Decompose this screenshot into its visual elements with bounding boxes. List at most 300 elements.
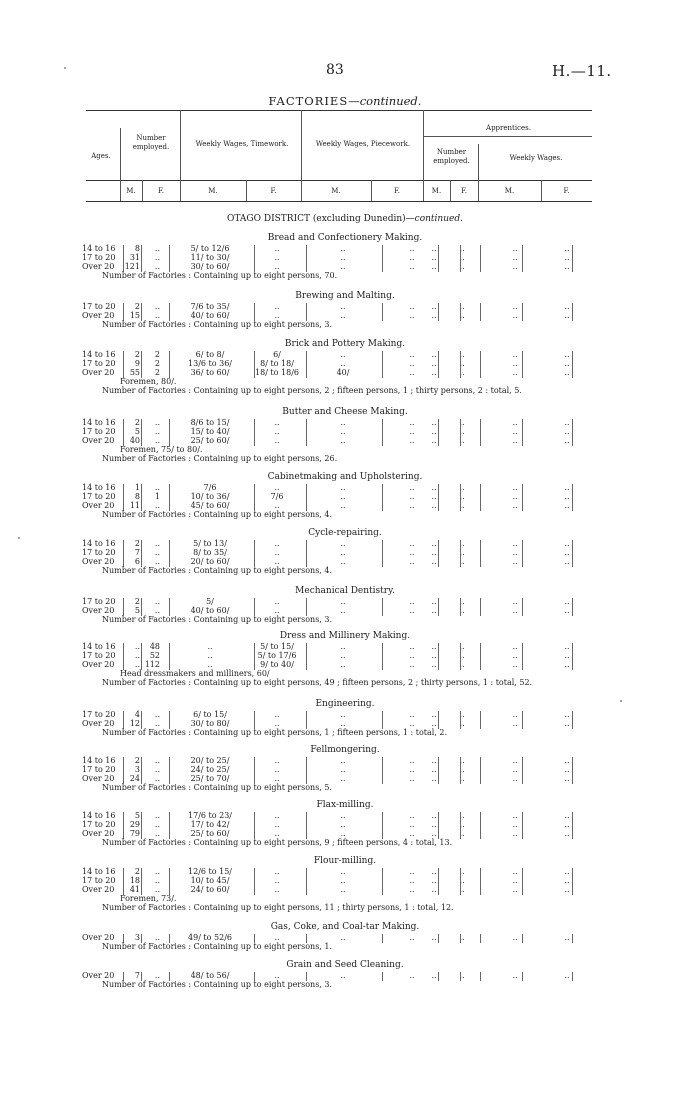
cell-m: 2 [134, 418, 140, 427]
column-rule [460, 775, 461, 784]
column-rule [306, 643, 307, 652]
cell-wm: .. [512, 350, 518, 359]
column-rule [480, 643, 481, 652]
cell-mp: .. [340, 710, 346, 719]
cell-wf: .. [564, 971, 570, 980]
column-rule [382, 775, 383, 784]
cell-f: .. [154, 427, 160, 436]
cell-m: 41 [129, 885, 140, 894]
cell-am: .. [431, 756, 437, 765]
cell-m: 5 [134, 606, 140, 615]
cell-am: .. [431, 820, 437, 829]
cell-af: .. [459, 359, 465, 368]
cell-f: .. [154, 557, 160, 566]
cell-af: .. [459, 756, 465, 765]
column-rule [460, 502, 461, 511]
cell-f: 1 [154, 492, 160, 501]
column-rule [480, 652, 481, 661]
column-rule [480, 437, 481, 446]
section-extra-note: Head dressmakers and milliners, 60/ [120, 669, 270, 678]
cell-wm: .. [512, 548, 518, 557]
cell-m: .. [134, 651, 140, 660]
cell-af: .. [459, 660, 465, 669]
cell-mt: 15/ to 40/ [190, 427, 230, 436]
cell-age: 14 to 16 [82, 483, 116, 492]
cell-wm: .. [512, 597, 518, 606]
cell-wm: .. [512, 885, 518, 894]
column-rule [480, 972, 481, 981]
cell-ft: .. [274, 756, 280, 765]
cell-m: 24 [129, 774, 140, 783]
cell-wm: .. [512, 368, 518, 377]
column-rule [438, 369, 439, 378]
column-rule [480, 558, 481, 567]
cell-f: .. [154, 774, 160, 783]
column-rule [306, 303, 307, 312]
cell-f: .. [154, 483, 160, 492]
cell-wm: .. [512, 933, 518, 942]
cell-am: .. [431, 933, 437, 942]
cell-af: .. [459, 710, 465, 719]
cell-age: 17 to 20 [82, 651, 116, 660]
column-rule [522, 720, 523, 729]
cell-af: .. [459, 436, 465, 445]
cell-mp: .. [340, 829, 346, 838]
cell-mp: .. [340, 548, 346, 557]
cell-mt: 7/6 [203, 483, 217, 492]
column-rule [480, 812, 481, 821]
cell-ft: .. [274, 765, 280, 774]
cell-m: 3 [134, 765, 140, 774]
factories-count-note: Number of Factories : Containing up to eight persons, 3. [102, 320, 333, 329]
header-m: M. [208, 187, 218, 195]
cell-ft: .. [274, 539, 280, 548]
cell-am: .. [431, 350, 437, 359]
cell-fp: .. [409, 829, 415, 838]
cell-mp: .. [340, 719, 346, 728]
section-title: Flour-milling. [313, 856, 377, 866]
cell-mt: 45/ to 60/ [190, 501, 230, 510]
cell-m: 79 [129, 829, 140, 838]
column-rule [480, 312, 481, 321]
header-f: F. [158, 187, 164, 195]
cell-f: .. [154, 501, 160, 510]
column-rule [522, 775, 523, 784]
cell-ft: .. [274, 244, 280, 253]
cell-ft: .. [274, 885, 280, 894]
column-rule [306, 812, 307, 821]
cell-af: .. [459, 765, 465, 774]
column-rule [306, 245, 307, 254]
cell-af: .. [459, 244, 465, 253]
cell-wf: .. [564, 606, 570, 615]
column-rule [572, 312, 573, 321]
cell-m: 15 [129, 311, 140, 320]
cell-m: 8 [134, 244, 140, 253]
cell-wm: .. [512, 651, 518, 660]
cell-wm: .. [512, 765, 518, 774]
column-rule [522, 886, 523, 895]
cell-am: .. [431, 642, 437, 651]
column-rule [522, 661, 523, 670]
cell-m: 1 [134, 483, 140, 492]
column-rule [382, 263, 383, 272]
page-title [0, 94, 690, 108]
cell-age: Over 20 [82, 971, 115, 980]
cell-wf: .. [564, 660, 570, 669]
cell-ft: 7/6 [270, 492, 284, 501]
cell-m: 9 [134, 359, 140, 368]
cell-mt: 25/ to 60/ [190, 436, 230, 445]
factories-count-note: Number of Factories : Containing up to eight persons, 3. [102, 615, 333, 624]
cell-fp: .. [409, 765, 415, 774]
cell-am: .. [431, 427, 437, 436]
cell-age: 17 to 20 [82, 876, 116, 885]
cell-fp: .. [409, 719, 415, 728]
cell-m: 3 [134, 933, 140, 942]
cell-wf: .. [564, 651, 570, 660]
cell-wf: .. [564, 710, 570, 719]
district-suffix: —continued. [405, 214, 463, 224]
cell-wm: .. [512, 418, 518, 427]
cell-wm: .. [512, 719, 518, 728]
cell-mt: .. [207, 660, 213, 669]
column-rule [480, 886, 481, 895]
cell-ft: .. [274, 557, 280, 566]
column-rule [306, 821, 307, 830]
cell-am: .. [431, 765, 437, 774]
section-title: Gas, Coke, and Coal-tar Making. [270, 922, 420, 932]
cell-wm: .. [512, 710, 518, 719]
column-rule [382, 886, 383, 895]
column-rule [254, 886, 255, 895]
cell-m: 4 [134, 710, 140, 719]
section-title: Brick and Pottery Making. [284, 339, 406, 349]
cell-mp: .. [340, 539, 346, 548]
column-rule [572, 972, 573, 981]
cell-ft: .. [274, 483, 280, 492]
district-name: OTAGO DISTRICT (excluding Dunedin) [227, 214, 406, 224]
column-rule [306, 254, 307, 263]
page-number: 83 [326, 62, 344, 78]
cell-am: .. [431, 253, 437, 262]
column-rule [306, 877, 307, 886]
header-appr-number-employed: Number employed. [433, 148, 470, 165]
cell-mt: 17/ to 42/ [190, 820, 230, 829]
cell-f: .. [154, 867, 160, 876]
cell-age: 14 to 16 [82, 418, 116, 427]
cell-f: .. [154, 436, 160, 445]
cell-am: .. [431, 539, 437, 548]
cell-am: .. [431, 436, 437, 445]
column-rule [306, 549, 307, 558]
cell-af: .. [459, 501, 465, 510]
column-rule [480, 419, 481, 428]
column-rule [306, 437, 307, 446]
column-rule [480, 263, 481, 272]
cell-f: .. [154, 606, 160, 615]
column-rule [382, 369, 383, 378]
cell-mt: 8/ to 35/ [193, 548, 227, 557]
cell-fp: .. [409, 262, 415, 271]
cell-af: .. [459, 774, 465, 783]
column-rule [382, 661, 383, 670]
cell-ft: .. [274, 829, 280, 838]
cell-f: .. [154, 719, 160, 728]
column-rule [306, 419, 307, 428]
cell-af: .. [459, 418, 465, 427]
cell-f: .. [154, 548, 160, 557]
table-header [86, 110, 592, 202]
cell-fp: .. [409, 933, 415, 942]
cell-ft: .. [274, 548, 280, 557]
cell-m: 5 [134, 427, 140, 436]
cell-mt: 24/ to 60/ [190, 885, 230, 894]
cell-fp: .. [409, 492, 415, 501]
cell-age: Over 20 [82, 933, 115, 942]
cell-wf: .. [564, 368, 570, 377]
column-rule [572, 720, 573, 729]
cell-ft: .. [274, 774, 280, 783]
cell-fp: .. [409, 820, 415, 829]
cell-af: .. [459, 606, 465, 615]
column-rule [572, 775, 573, 784]
column-rule [480, 607, 481, 616]
cell-m: 2 [134, 756, 140, 765]
cell-m: 55 [129, 368, 140, 377]
cell-wf: .. [564, 359, 570, 368]
column-rule [306, 711, 307, 720]
column-rule [480, 245, 481, 254]
section-title: Fellmongering. [310, 745, 380, 755]
cell-m: 7 [134, 971, 140, 980]
column-rule [480, 502, 481, 511]
cell-mp: .. [340, 867, 346, 876]
cell-f: .. [154, 710, 160, 719]
cell-af: .. [459, 651, 465, 660]
cell-ft: .. [274, 253, 280, 262]
cell-am: .. [431, 262, 437, 271]
cell-age: 17 to 20 [82, 820, 116, 829]
cell-wm: .. [512, 820, 518, 829]
column-rule [572, 830, 573, 839]
column-rule [438, 607, 439, 616]
cell-m: 11 [129, 501, 140, 510]
cell-m: 29 [129, 820, 140, 829]
cell-mt: 25/ to 60/ [190, 829, 230, 838]
column-rule [460, 312, 461, 321]
cell-fp: .. [409, 774, 415, 783]
cell-wm: .. [512, 492, 518, 501]
cell-f: 2 [154, 359, 160, 368]
cell-wf: .. [564, 756, 570, 765]
column-rule [480, 484, 481, 493]
cell-age: Over 20 [82, 557, 115, 566]
cell-ft: .. [274, 302, 280, 311]
cell-ft: .. [274, 820, 280, 829]
header-number-employed: Number employed. [132, 134, 170, 151]
column-rule [254, 437, 255, 446]
cell-mt: 11/ to 30/ [190, 253, 230, 262]
column-rule [460, 886, 461, 895]
column-rule [480, 598, 481, 607]
cell-af: .. [459, 876, 465, 885]
cell-ft: .. [274, 427, 280, 436]
cell-am: .. [431, 651, 437, 660]
column-rule [438, 661, 439, 670]
cell-age: 14 to 16 [82, 350, 116, 359]
cell-age: 17 to 20 [82, 548, 116, 557]
column-rule [480, 868, 481, 877]
column-rule [522, 437, 523, 446]
column-rule [480, 540, 481, 549]
cell-f: 2 [154, 368, 160, 377]
cell-am: .. [431, 557, 437, 566]
column-rule [306, 766, 307, 775]
cell-fp: .. [409, 427, 415, 436]
cell-am: .. [431, 418, 437, 427]
factories-count-note: Number of Factories : Containing up to eight persons, 1 ; fifteen persons, 1 : total, 2. [102, 728, 448, 737]
cell-mp: .. [340, 253, 346, 262]
cell-am: .. [431, 244, 437, 253]
cell-ft: .. [274, 501, 280, 510]
cell-am: .. [431, 811, 437, 820]
cell-wf: .. [564, 548, 570, 557]
cell-m: 5 [134, 811, 140, 820]
cell-mp: .. [340, 820, 346, 829]
cell-am: .. [431, 311, 437, 320]
cell-age: 14 to 16 [82, 539, 116, 548]
cell-am: .. [431, 876, 437, 885]
cell-af: .. [459, 492, 465, 501]
cell-fp: .. [409, 539, 415, 548]
cell-wf: .. [564, 492, 570, 501]
column-rule [460, 263, 461, 272]
cell-f: .. [154, 253, 160, 262]
column-rule [522, 502, 523, 511]
column-rule [306, 540, 307, 549]
cell-ft: .. [274, 867, 280, 876]
cell-age: Over 20 [82, 501, 115, 510]
column-rule [460, 972, 461, 981]
cell-mp: .. [340, 660, 346, 669]
cell-am: .. [431, 302, 437, 311]
column-rule [572, 263, 573, 272]
column-rule [306, 428, 307, 437]
cell-wm: .. [512, 359, 518, 368]
section-title: Butter and Cheese Making. [282, 407, 408, 417]
cell-mp: .. [340, 350, 346, 359]
cell-am: .. [431, 971, 437, 980]
cell-am: .. [431, 501, 437, 510]
cell-mp: .. [340, 492, 346, 501]
cell-wm: .. [512, 302, 518, 311]
column-rule [480, 775, 481, 784]
column-rule [480, 757, 481, 766]
cell-wm: .. [512, 606, 518, 615]
cell-wf: .. [564, 820, 570, 829]
column-rule [480, 766, 481, 775]
cell-fp: .. [409, 885, 415, 894]
cell-m: .. [134, 660, 140, 669]
factories-count-note: Number of Factories : Containing up to eight persons, 70. [102, 271, 338, 280]
section-extra-note: Foremen, 75/ to 80/. [120, 445, 203, 454]
cell-fp: .. [409, 642, 415, 651]
column-rule [382, 502, 383, 511]
column-rule [438, 312, 439, 321]
cell-f: 112 [144, 660, 160, 669]
column-rule [572, 661, 573, 670]
column-rule [438, 437, 439, 446]
cell-wm: .. [512, 253, 518, 262]
cell-mp: .. [340, 436, 346, 445]
factories-count-note: Number of Factories : Containing up to eight persons, 4. [102, 566, 333, 575]
factories-count-note: Number of Factories : Containing up to eight persons, 5. [102, 783, 333, 792]
cell-wf: .. [564, 876, 570, 885]
cell-mp: .. [340, 311, 346, 320]
cell-fp: .. [409, 548, 415, 557]
column-rule [480, 821, 481, 830]
cell-f: 48 [149, 642, 160, 651]
column-rule [480, 934, 481, 943]
cell-am: .. [431, 368, 437, 377]
cell-f: 52 [149, 651, 160, 660]
cell-af: .. [459, 368, 465, 377]
cell-f: .. [154, 597, 160, 606]
cell-am: .. [431, 867, 437, 876]
column-rule [522, 934, 523, 943]
cell-age: Over 20 [82, 436, 115, 445]
cell-am: .. [431, 719, 437, 728]
cell-mt: 30/ to 80/ [190, 719, 230, 728]
column-rule [306, 661, 307, 670]
cell-mp: .. [340, 302, 346, 311]
column-rule [306, 351, 307, 360]
column-rule [480, 254, 481, 263]
cell-f: .. [154, 539, 160, 548]
cell-wm: .. [512, 244, 518, 253]
cell-f: .. [154, 876, 160, 885]
cell-age: 14 to 16 [82, 811, 116, 820]
column-rule [460, 934, 461, 943]
cell-f: .. [154, 933, 160, 942]
cell-m: 2 [134, 539, 140, 548]
cell-af: .. [459, 719, 465, 728]
cell-wm: .. [512, 756, 518, 765]
cell-af: .. [459, 302, 465, 311]
header-f: F. [270, 187, 277, 195]
cell-f: .. [154, 302, 160, 311]
cell-ft: .. [274, 933, 280, 942]
cell-f: .. [154, 244, 160, 253]
cell-mt: 40/ to 60/ [190, 311, 230, 320]
cell-mt: .. [207, 651, 213, 660]
column-rule [572, 437, 573, 446]
cell-mp: .. [340, 557, 346, 566]
cell-age: 14 to 16 [82, 244, 116, 253]
cell-mt: 25/ to 70/ [190, 774, 230, 783]
cell-af: .. [459, 539, 465, 548]
cell-af: .. [459, 885, 465, 894]
cell-fp: .. [409, 359, 415, 368]
section-title: Grain and Seed Cleaning. [286, 960, 404, 970]
cell-mp: .. [340, 642, 346, 651]
cell-fp: .. [409, 651, 415, 660]
cell-f: .. [154, 829, 160, 838]
cell-m: 6 [134, 557, 140, 566]
column-rule [438, 502, 439, 511]
cell-age: 14 to 16 [82, 867, 116, 876]
